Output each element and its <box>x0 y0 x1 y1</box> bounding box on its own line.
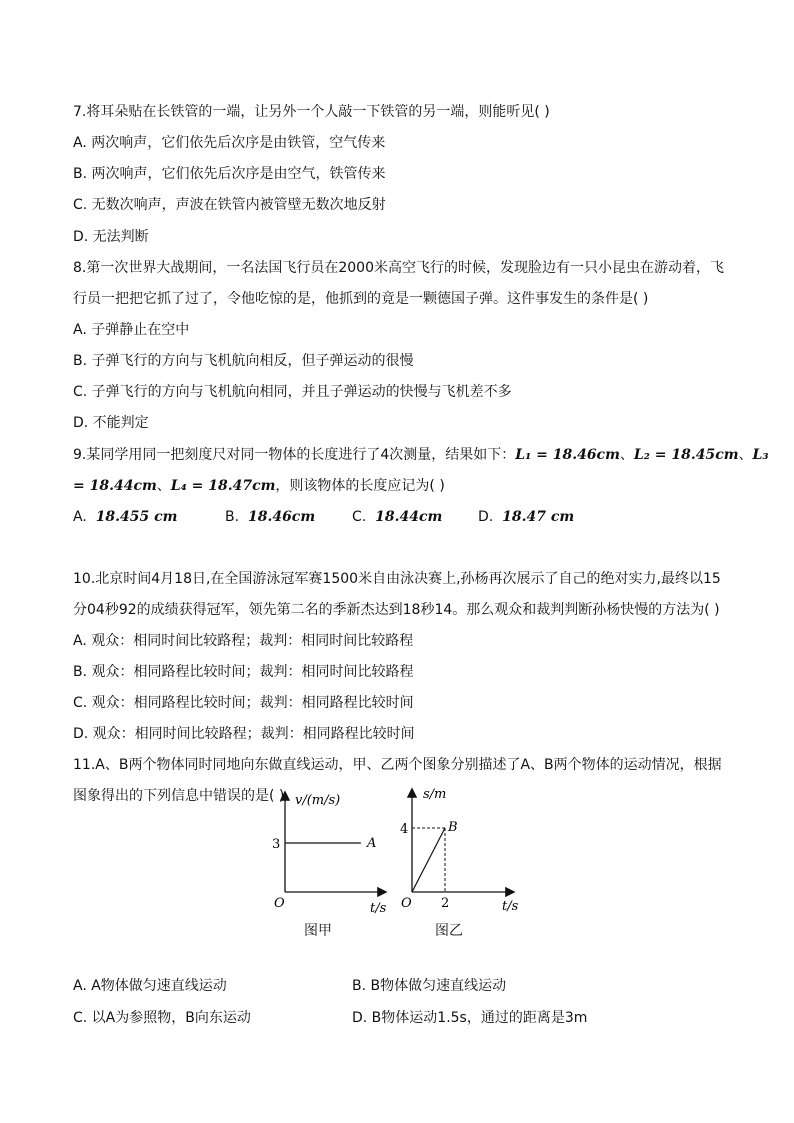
graph-b-line-b <box>412 828 445 892</box>
q11-stem-line2: 图象得出的下列信息中错误的是( ) <box>73 788 285 804</box>
q9-option-d[interactable]: D. 18.47 cm <box>478 509 575 525</box>
q8-option-a[interactable]: A. 子弹静止在空中 <box>73 322 190 338</box>
q11-stem-line1: 11.A、B两个物体同时同地向东做直线运动，甲、乙两个图象分别描述了A、B两个物体的运动情况，根据 <box>73 757 722 773</box>
graph-b-ylabel: s/m <box>423 787 447 802</box>
q7-stem: 7.将耳朵贴在长铁管的一端，让另外一个人敲一下铁管的另一端，则能听见( ) <box>73 104 550 120</box>
q7-option-b[interactable]: B. 两次响声，它们依先后次序是由空气，铁管传来 <box>73 166 386 182</box>
graph-a-origin: O <box>274 896 285 911</box>
q7-option-c[interactable]: C. 无数次响声，声波在铁管内被管壁无数次地反射 <box>73 197 386 213</box>
q10-option-c[interactable]: C. 观众：相同路程比较时间；裁判：相同路程比较时间 <box>73 695 414 711</box>
q9-option-b[interactable]: B. 18.46cm <box>225 509 316 525</box>
graph-a-caption: 图甲 <box>304 923 332 939</box>
q9-stem-prefix: 9.某同学用同一把刻度尺对同一物体的长度进行了4次测量，结果如下： <box>73 447 516 463</box>
q10-stem-line1: 10.北京时间4月18日,在全国游泳冠军赛1500米自由泳决赛上,孙杨再次展示了自己的绝对实力,最终以15 <box>73 571 721 587</box>
q8-stem-line1: 8.第一次世界大战期间，一名法国飞行员在2000米高空飞行的时候，发现脸边有一只小昆虫在游动着，飞 <box>73 260 724 276</box>
q8-option-b[interactable]: B. 子弹飞行的方向与飞机航向相反，但子弹运动的很慢 <box>73 353 414 369</box>
q9-measure-3-label: L₃ <box>752 447 769 463</box>
graph-b-xlabel: t/s <box>502 899 519 914</box>
q9-stem-suffix: ，则该物体的长度应记为( ) <box>275 478 445 494</box>
q9-option-c[interactable]: C. 18.44cm <box>352 509 443 525</box>
q7-option-d[interactable]: D. 无法判断 <box>73 229 149 245</box>
q10-option-b[interactable]: B. 观众：相同路程比较时间；裁判：相同时间比较路程 <box>73 664 414 680</box>
q9-stem-line2 <box>73 476 445 496</box>
graph-a-tick-y: 3 <box>272 837 281 852</box>
graph-b-tick-y: 4 <box>400 822 409 837</box>
q9-option-a[interactable]: A. 18.455 cm <box>73 509 178 525</box>
q9-measure-2: L₂ = 18.45cm <box>633 447 739 463</box>
q11-option-c[interactable]: C. 以A为参照物，B向东运动 <box>73 1010 251 1026</box>
q8-option-c[interactable]: C. 子弹飞行的方向与飞机航向相同，并且子弹运动的快慢与飞机差不多 <box>73 384 512 400</box>
graph-b-tick-x: 2 <box>441 896 450 911</box>
q8-option-d[interactable]: D. 不能判定 <box>73 415 149 431</box>
q9-measure-3-value: = 18.44cm <box>73 478 157 494</box>
graph-a-line-label: A <box>367 836 377 851</box>
q9-sep-2: 、 <box>738 447 753 463</box>
q9-measure-1: L₁ = 18.46cm <box>515 447 620 463</box>
graph-b <box>395 782 525 917</box>
q11-option-a[interactable]: A. A物体做匀速直线运动 <box>73 978 227 994</box>
q10-option-d[interactable]: D. 观众：相同时间比较路程；裁判：相同路程比较时间 <box>73 726 415 742</box>
q8-stem-line2: 行员一把把它抓了过了，令他吃惊的是，他抓到的竟是一颗德国子弹。这件事发生的条件是( ) <box>73 291 649 307</box>
graph-b-point-label: B <box>448 820 458 835</box>
q10-option-a[interactable]: A. 观众：相同时间比较路程；裁判：相同时间比较路程 <box>73 633 414 649</box>
graph-a <box>265 785 395 915</box>
graph-a-ylabel: v/(m/s) <box>295 793 341 808</box>
q7-option-a[interactable]: A. 两次响声，它们依先后次序是由铁管，空气传来 <box>73 135 386 151</box>
graph-b-origin: O <box>401 896 412 911</box>
graph-a-xlabel: t/s <box>370 901 387 915</box>
q10-stem-line2: 分04秒92的成绩获得冠军，领先第二名的季新杰达到18秒14。那么观众和裁判判断孙杨快慢的方法为( ) <box>73 602 720 618</box>
q11-option-d[interactable]: D. B物体运动1.5s，通过的距离是3m <box>352 1010 588 1026</box>
q9-stem-line1 <box>73 445 769 465</box>
graph-b-caption: 图乙 <box>435 923 463 939</box>
q9-measure-4: L₄ = 18.47cm <box>170 478 276 494</box>
q11-option-b[interactable]: B. B物体做匀速直线运动 <box>352 978 507 994</box>
q9-sep-3: 、 <box>156 478 171 494</box>
q9-sep-1: 、 <box>619 447 634 463</box>
